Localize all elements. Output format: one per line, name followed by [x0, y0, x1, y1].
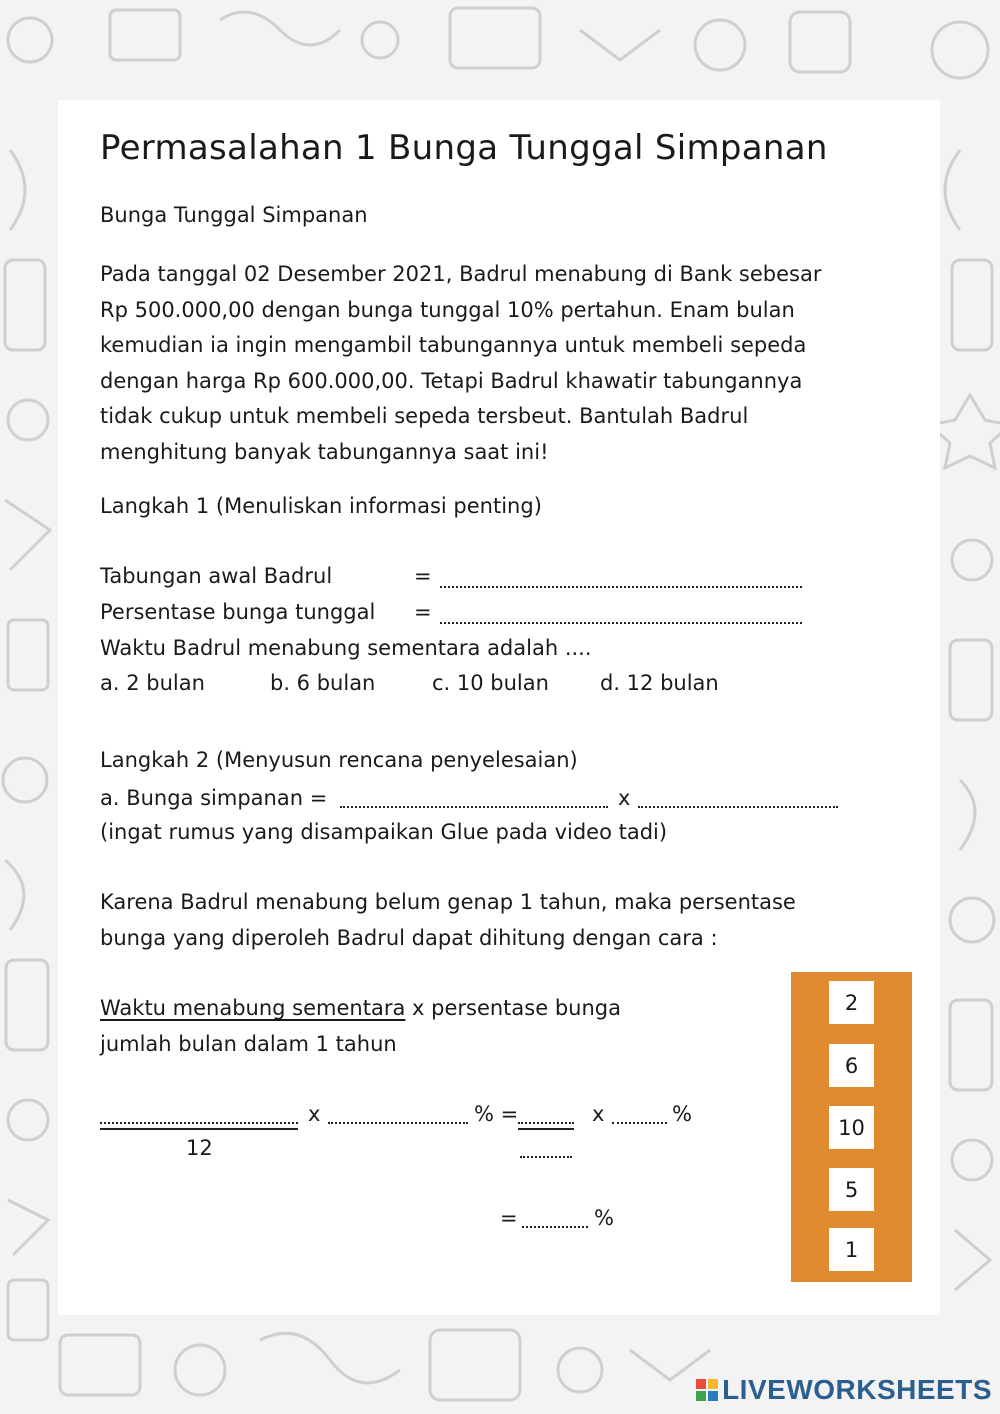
option-b[interactable]: b. 6 bulan	[270, 671, 376, 695]
step1-heading: Langkah 1 (Menuliskan informasi penting)	[100, 494, 542, 518]
formula-note: (ingat rumus yang disampaikan Glue pada video tadi)	[100, 820, 668, 844]
calc-percent-equals: % =	[474, 1102, 519, 1126]
calc-num2-input[interactable]	[518, 1100, 578, 1124]
formula-blank-2-input[interactable]	[638, 786, 842, 810]
rate-label: Persentase bunga tunggal	[100, 600, 376, 624]
calc-result-input[interactable]	[522, 1204, 592, 1228]
paragraph-line: Rp 500.000,00 dengan bunga tunggal 10% pertahun. Enam bulan	[100, 297, 795, 322]
paragraph-line: tidak cukup untuk membeli sepeda tersbeut. Bantulah Badrul	[100, 404, 749, 428]
brand-name: LIVEWORKSHEETS	[722, 1374, 992, 1405]
calc-result-percent: %	[594, 1206, 614, 1230]
savings-label: Tabungan awal Badrul	[100, 564, 333, 588]
paragraph-line: menghitung banyak tabungannya saat ini!	[100, 439, 549, 464]
numerator-rest: x persentase bunga	[405, 996, 621, 1020]
calc-times-2: x	[592, 1102, 605, 1126]
interest-formula-label: a. Bunga simpanan =	[100, 786, 328, 810]
option-c[interactable]: c. 10 bulan	[432, 671, 549, 695]
savings-equals: =	[414, 564, 432, 588]
rate-equals: =	[414, 600, 432, 624]
calc-rate2-input[interactable]	[612, 1100, 671, 1124]
paragraph-line: dengan harga Rp 600.000,00. Tetapi Badrul khawatir tabungannya	[100, 368, 803, 393]
number-tile[interactable]: 10	[829, 1106, 874, 1149]
liveworksheets-logo	[696, 1374, 992, 1406]
numerator-underlined: Waktu menabung sementara	[100, 996, 406, 1020]
problem-paragraph	[100, 257, 900, 470]
calc-den2-input[interactable]	[520, 1136, 576, 1160]
time-question: Waktu Badrul menabung sementara adalah ....	[100, 636, 592, 660]
savings-input[interactable]	[440, 566, 806, 590]
number-tile[interactable]: 2	[829, 981, 874, 1024]
paragraph-line: Pada tanggal 02 Desember 2021, Badrul menabung di Bank sebesar	[100, 262, 822, 286]
explanation-line: bunga yang diperoleh Badrul dapat dihitung dengan cara :	[100, 926, 718, 950]
calc-result-equals: =	[500, 1206, 518, 1230]
option-a[interactable]: a. 2 bulan	[100, 671, 205, 695]
formula-times: x	[618, 786, 631, 810]
calc-percent: %	[672, 1102, 692, 1126]
calc-rate-input[interactable]	[328, 1100, 472, 1124]
number-tile-panel	[791, 972, 912, 1282]
rate-input[interactable]	[440, 602, 806, 626]
number-tile[interactable]: 6	[829, 1044, 874, 1087]
calc-fraction-bar	[100, 1128, 298, 1130]
liveworksheets-icon	[696, 1379, 718, 1401]
calc-fraction-bar-2	[518, 1128, 574, 1130]
calc-times-1: x	[308, 1102, 321, 1126]
fraction-denominator: jumlah bulan dalam 1 tahun	[100, 1032, 397, 1056]
number-tile[interactable]: 1	[829, 1228, 874, 1271]
calc-denominator-12: 12	[186, 1136, 213, 1160]
option-d[interactable]: d. 12 bulan	[600, 671, 719, 695]
formula-blank-1-input[interactable]	[340, 786, 612, 810]
number-tile[interactable]: 5	[829, 1168, 874, 1211]
page-title: Permasalahan 1 Bunga Tunggal Simpanan	[100, 128, 828, 168]
fraction-numerator	[100, 996, 621, 1020]
step2-heading: Langkah 2 (Menyusun rencana penyelesaian)	[100, 748, 578, 772]
subtitle: Bunga Tunggal Simpanan	[100, 203, 368, 227]
explanation-line: Karena Badrul menabung belum genap 1 tahun, maka persentase	[100, 890, 796, 914]
paragraph-line: kemudian ia ingin mengambil tabungannya untuk membeli sepeda	[100, 333, 807, 357]
calc-numerator-input[interactable]	[100, 1100, 302, 1124]
